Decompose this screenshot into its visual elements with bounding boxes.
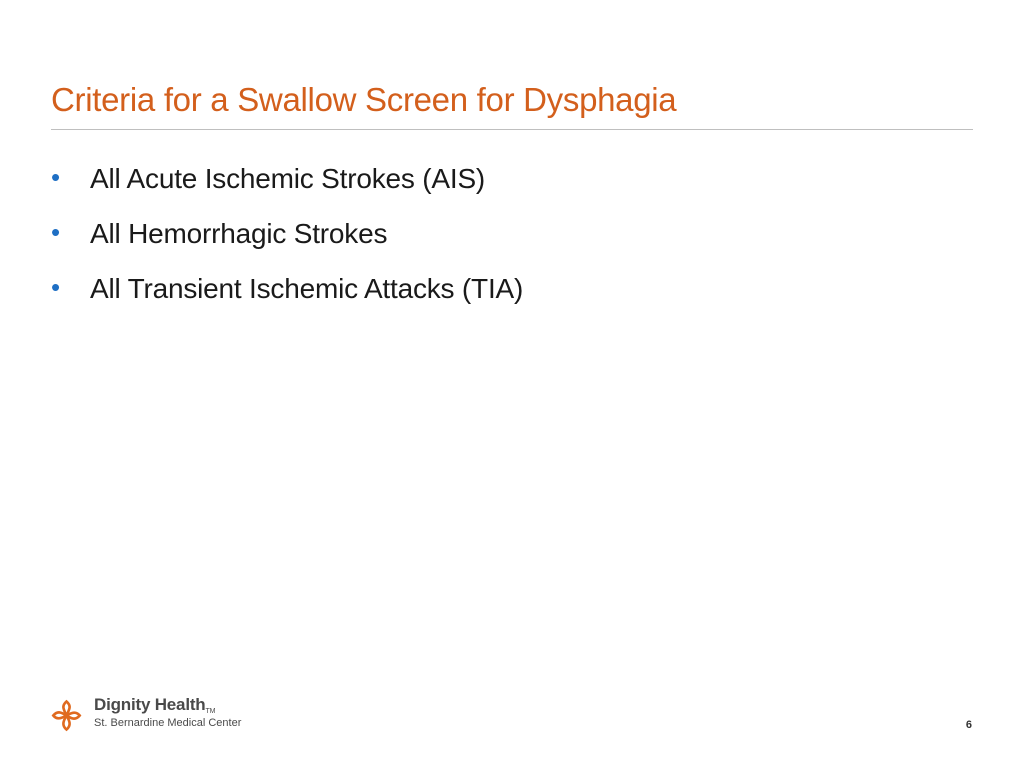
bullet-icon: • — [51, 272, 61, 302]
bullet-text: All Acute Ischemic Strokes (AIS) — [90, 163, 486, 194]
logo-wordmark: Dignity HealthTM — [94, 695, 216, 715]
bullet-icon: • — [51, 162, 61, 192]
title-divider — [51, 129, 973, 130]
bullet-icon: • — [51, 217, 61, 247]
trademark-mark: TM — [205, 708, 216, 715]
bullet-text: All Hemorrhagic Strokes — [90, 218, 388, 249]
slide-title: Criteria for a Swallow Screen for Dysphagia — [51, 81, 677, 118]
dignity-health-star-icon — [50, 699, 83, 732]
bullet-text: All Transient Ischemic Attacks (TIA) — [90, 273, 524, 304]
facility-name: St. Bernardine Medical Center — [94, 717, 242, 729]
page-number: 6 — [965, 719, 972, 731]
